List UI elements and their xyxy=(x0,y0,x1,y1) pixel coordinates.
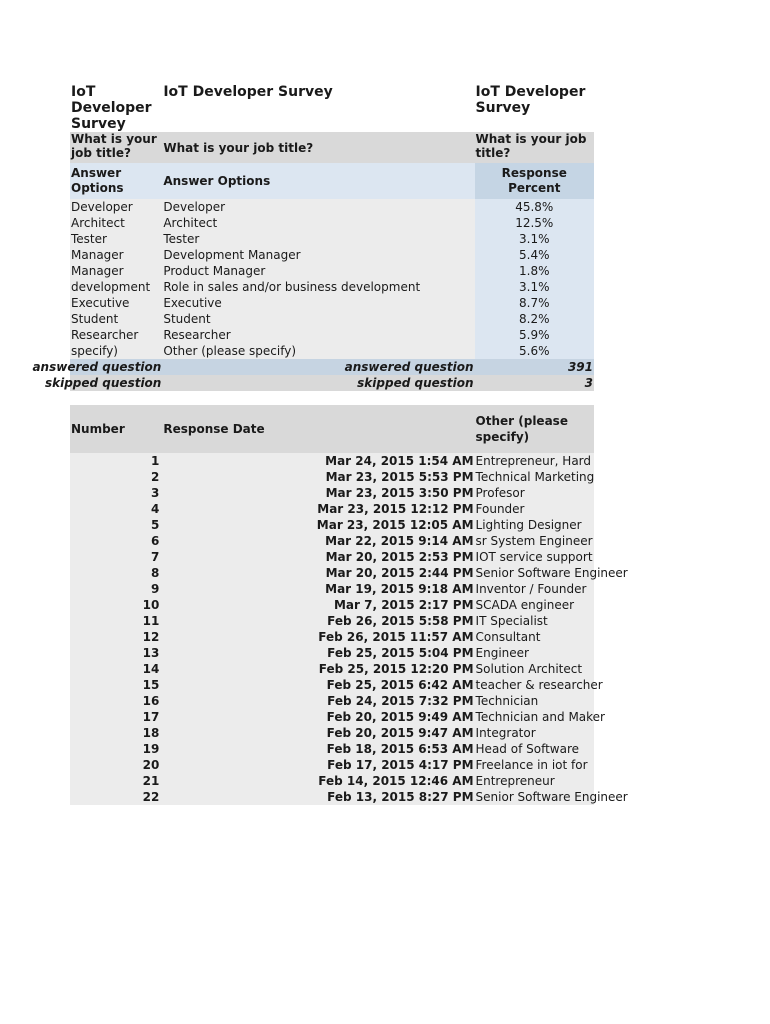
answer-option: Role in sales and/or business development xyxy=(162,279,474,295)
response-date: Feb 20, 2015 9:47 AM xyxy=(162,725,474,741)
response-other: Senior Software Engineer xyxy=(475,566,628,580)
skipped-label: skipped question xyxy=(162,375,474,391)
response-number: 21 xyxy=(70,773,162,789)
response-row xyxy=(70,501,594,517)
response-number: 5 xyxy=(70,517,162,533)
responses-table xyxy=(70,405,628,805)
answer-option: Development Manager xyxy=(162,247,474,263)
response-number: 10 xyxy=(70,597,162,613)
response-row xyxy=(70,517,594,533)
response-row xyxy=(70,549,594,565)
answer-options-header-row xyxy=(70,163,594,199)
response-other: Technical Marketing xyxy=(475,470,595,484)
answer-short: Developer xyxy=(70,199,162,215)
response-date-header: Response Date xyxy=(162,405,474,453)
response-date: Mar 24, 2015 1:54 AM xyxy=(162,453,474,469)
skipped-label-clipped: skipped question xyxy=(44,376,162,390)
response-date: Feb 26, 2015 11:57 AM xyxy=(162,629,474,645)
response-number: 6 xyxy=(70,533,162,549)
response-number: 15 xyxy=(70,677,162,693)
response-other: Inventor / Founder xyxy=(475,581,594,597)
answer-short: Manager xyxy=(70,263,162,279)
response-other: Head of Software xyxy=(475,741,594,757)
other-header: Other (please specify) xyxy=(475,405,594,453)
response-other: Senior Software Engineer xyxy=(475,790,628,804)
summary-table xyxy=(32,84,594,391)
response-row xyxy=(70,469,594,485)
response-date: Feb 24, 2015 7:32 PM xyxy=(162,693,474,709)
response-other: Technician xyxy=(475,693,594,709)
response-other: Technician and Maker xyxy=(475,710,605,724)
answer-row xyxy=(70,295,594,311)
response-other: IOT service support xyxy=(475,550,593,564)
response-date: Feb 25, 2015 5:04 PM xyxy=(162,645,474,661)
response-row xyxy=(70,741,594,757)
answer-short: Tester xyxy=(70,231,162,247)
response-row xyxy=(70,645,594,661)
answer-option: Tester xyxy=(162,231,474,247)
answered-count: 391 xyxy=(475,359,594,375)
answer-row xyxy=(70,247,594,263)
response-row xyxy=(70,725,594,741)
responses-header-row xyxy=(70,405,594,453)
response-row xyxy=(70,661,594,677)
spreadsheet xyxy=(32,84,628,805)
response-date: Feb 20, 2015 9:49 AM xyxy=(162,709,474,725)
response-date: Feb 18, 2015 6:53 AM xyxy=(162,741,474,757)
response-number: 1 xyxy=(70,453,162,469)
response-row xyxy=(70,629,594,645)
response-row xyxy=(70,613,594,629)
skipped-count: 3 xyxy=(475,375,594,391)
response-other: Solution Architect xyxy=(475,661,594,677)
answer-row xyxy=(70,263,594,279)
question-cell: What is your job title? xyxy=(475,132,594,163)
question-cell: What is your job title? xyxy=(70,132,162,163)
response-date: Mar 23, 2015 12:12 PM xyxy=(162,501,474,517)
response-row xyxy=(70,453,594,469)
response-other: Profesor xyxy=(475,485,594,501)
response-other: SCADA engineer xyxy=(475,597,594,613)
answer-percent: 12.5% xyxy=(475,215,594,231)
survey-title: IoT Developer Survey xyxy=(162,84,474,132)
answer-short: Architect xyxy=(70,215,162,231)
answered-label: answered question xyxy=(162,359,474,375)
response-date: Mar 23, 2015 5:53 PM xyxy=(162,469,474,485)
answered-label-clipped: answered question xyxy=(32,360,162,374)
response-date: Mar 20, 2015 2:53 PM xyxy=(162,549,474,565)
answer-percent: 3.1% xyxy=(475,231,594,247)
response-date: Mar 19, 2015 9:18 AM xyxy=(162,581,474,597)
answered-row xyxy=(70,359,594,375)
answer-row xyxy=(70,215,594,231)
survey-title-cell: IoT Developer Survey xyxy=(70,84,162,132)
answer-percent: 8.2% xyxy=(475,311,594,327)
response-other: Lighting Designer xyxy=(475,517,594,533)
skipped-row xyxy=(70,375,594,391)
response-number: 2 xyxy=(70,469,162,485)
response-other: IT Specialist xyxy=(475,613,594,629)
answer-percent: 5.6% xyxy=(475,343,594,359)
question-row xyxy=(70,132,594,163)
response-date: Feb 17, 2015 4:17 PM xyxy=(162,757,474,773)
response-number: 22 xyxy=(70,789,162,805)
response-number: 17 xyxy=(70,709,162,725)
response-number: 20 xyxy=(70,757,162,773)
response-row xyxy=(70,773,594,789)
response-date: Feb 14, 2015 12:46 AM xyxy=(162,773,474,789)
response-date: Feb 26, 2015 5:58 PM xyxy=(162,613,474,629)
answer-options-cell: Answer Options xyxy=(70,163,162,199)
answer-row xyxy=(70,231,594,247)
answer-option: Researcher xyxy=(162,327,474,343)
response-number: 3 xyxy=(70,485,162,501)
response-number: 9 xyxy=(70,581,162,597)
response-other: Freelance in iot for xyxy=(475,757,594,773)
answer-short: Researcher xyxy=(70,327,162,343)
response-number: 16 xyxy=(70,693,162,709)
response-date: Feb 25, 2015 12:20 PM xyxy=(162,661,474,677)
response-number: 7 xyxy=(70,549,162,565)
answer-percent: 1.8% xyxy=(475,263,594,279)
answer-row xyxy=(70,311,594,327)
response-date: Mar 23, 2015 12:05 AM xyxy=(162,517,474,533)
response-row xyxy=(70,597,594,613)
answer-option: Other (please specify) xyxy=(162,343,474,359)
response-number: 11 xyxy=(70,613,162,629)
response-other: Entrepreneur, Hard xyxy=(475,453,594,469)
answer-option: Executive xyxy=(162,295,474,311)
response-row xyxy=(70,677,594,693)
response-row xyxy=(70,693,594,709)
answer-option: Developer xyxy=(162,199,474,215)
answer-short: Manager xyxy=(70,247,162,263)
response-row xyxy=(70,485,594,501)
response-other: Entrepreneur xyxy=(475,773,594,789)
response-row xyxy=(70,789,594,805)
response-date: Mar 20, 2015 2:44 PM xyxy=(162,565,474,581)
response-date: Mar 23, 2015 3:50 PM xyxy=(162,485,474,501)
response-date: Feb 25, 2015 6:42 AM xyxy=(162,677,474,693)
answer-percent: 8.7% xyxy=(475,295,594,311)
response-other: Integrator xyxy=(475,725,594,741)
response-row xyxy=(70,533,594,549)
survey-title-cell: IoT Developer Survey xyxy=(475,84,594,132)
answer-row xyxy=(70,343,594,359)
answer-options-header: Answer Options xyxy=(162,163,474,199)
response-other: Founder xyxy=(475,501,594,517)
response-number: 13 xyxy=(70,645,162,661)
answer-percent: 3.1% xyxy=(475,279,594,295)
response-number: 14 xyxy=(70,661,162,677)
response-percent-header: Response Percent xyxy=(475,163,594,199)
response-date: Mar 7, 2015 2:17 PM xyxy=(162,597,474,613)
answer-short: Executive xyxy=(70,295,162,311)
response-row xyxy=(70,709,594,725)
response-other: Consultant xyxy=(475,629,594,645)
answer-option: Architect xyxy=(162,215,474,231)
answer-percent: 45.8% xyxy=(475,199,594,215)
response-other: sr System Engineer xyxy=(475,534,593,548)
number-header: Number xyxy=(70,405,162,453)
response-row xyxy=(70,757,594,773)
answer-row xyxy=(70,279,594,295)
response-date: Feb 13, 2015 8:27 PM xyxy=(162,789,474,805)
response-number: 12 xyxy=(70,629,162,645)
response-row xyxy=(70,565,594,581)
response-row xyxy=(70,581,594,597)
answer-row xyxy=(70,327,594,343)
response-number: 4 xyxy=(70,501,162,517)
question-title: What is your job title? xyxy=(162,132,474,163)
response-number: 19 xyxy=(70,741,162,757)
response-date: Mar 22, 2015 9:14 AM xyxy=(162,533,474,549)
title-row xyxy=(70,84,594,132)
answer-percent: 5.9% xyxy=(475,327,594,343)
response-other: Engineer xyxy=(475,645,594,661)
answer-option: Product Manager xyxy=(162,263,474,279)
response-number: 8 xyxy=(70,565,162,581)
response-number: 18 xyxy=(70,725,162,741)
answer-short: specify) xyxy=(70,343,162,359)
answer-option: Student xyxy=(162,311,474,327)
answer-short: Student xyxy=(70,311,162,327)
answer-short: development xyxy=(70,279,162,295)
answer-percent: 5.4% xyxy=(475,247,594,263)
response-other: teacher & researcher xyxy=(475,678,603,692)
answer-row xyxy=(70,199,594,215)
